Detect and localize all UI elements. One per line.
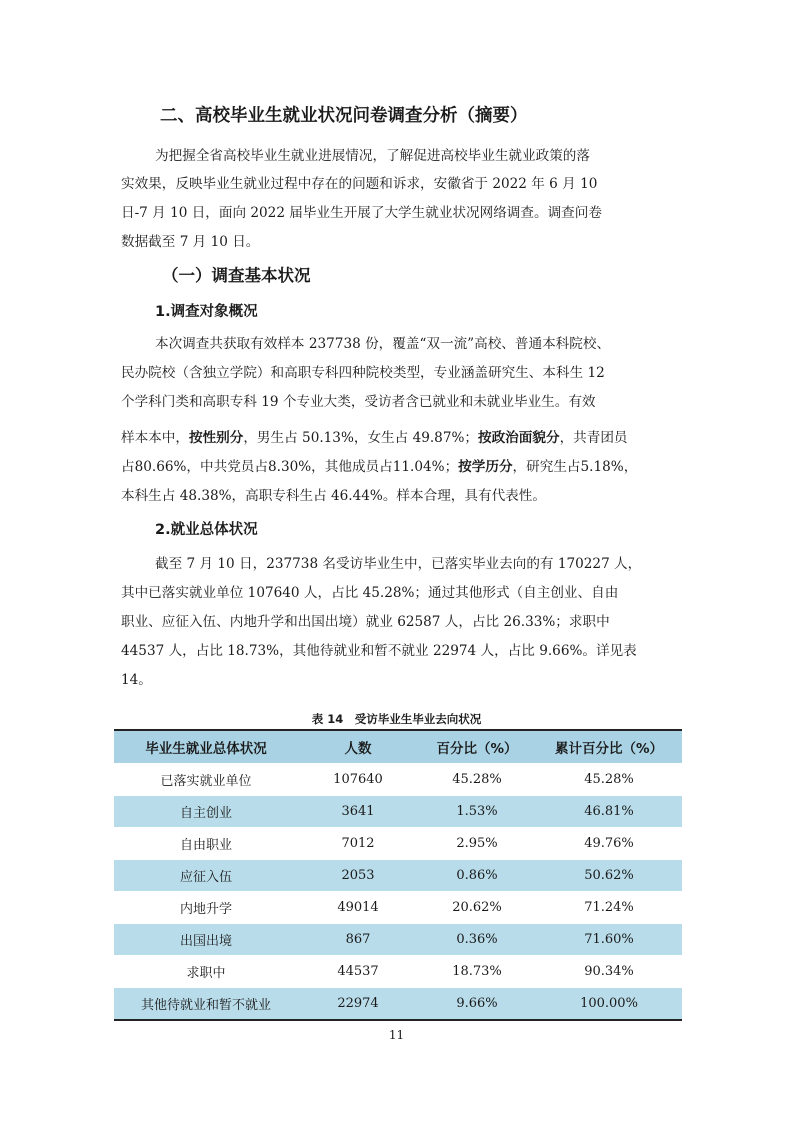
sub2-line-3: 职业、应征入伍、内地升学和出国出境）就业 62587 人，占比 26.33%；求职中 [121, 614, 610, 630]
cell-percent: 1.53% [418, 796, 536, 828]
sub1-line-1: 本次调查共获取有效样本 237738 份，覆盖“双一流”高校、普通本科院校、 [155, 336, 611, 352]
cell-cumulative: 50.62% [536, 860, 682, 892]
cell-percent: 2.95% [418, 828, 536, 860]
cell-count: 49014 [298, 892, 418, 924]
cell-percent: 0.86% [418, 860, 536, 892]
table-row [114, 764, 682, 796]
table-header-row [114, 730, 682, 764]
cell-percent: 45.28% [418, 764, 536, 796]
intro-line-4: 数据截至 7 月 10 日。 [121, 234, 260, 250]
main-heading: 二、高校毕业生就业状况问卷调查分析（摘要） [160, 106, 528, 126]
cell-count: 3641 [298, 796, 418, 828]
table-row [114, 828, 682, 860]
subsection-heading-2: 2.就业总体状况 [155, 522, 258, 538]
intro-line-2: 实效果，反映毕业生就业过程中存在的问题和诉求，安徽省于 2022 年 6 月 10 [121, 176, 598, 192]
header-cumulative: 累计百分比（%） [536, 730, 682, 764]
sub1-line-5 [121, 453, 637, 481]
sub1-line-5-c: ，研究生占5.18%， [512, 459, 638, 475]
subsection-heading-1: 1.调查对象概况 [155, 304, 258, 320]
section-heading: （一）调查基本状况 [162, 266, 311, 285]
education-label: 按学历分 [458, 459, 513, 475]
table-row [114, 796, 682, 828]
sub2-line-2: 其中已落实就业单位 107640 人，占比 45.28%；通过其他形式（自主创业、自由 [121, 585, 619, 601]
cell-status: 内地升学 [114, 892, 298, 924]
cell-cumulative: 71.60% [536, 924, 682, 956]
destination-table [114, 729, 682, 1021]
table-caption: 表 14 受访毕业生毕业去向状况 [311, 712, 482, 726]
table-row [114, 860, 682, 892]
cell-percent: 20.62% [418, 892, 536, 924]
table-row [114, 988, 682, 1021]
table-row [114, 956, 682, 988]
cell-percent: 9.66% [418, 988, 536, 1021]
intro-line-3: 日-7 月 10 日，面向 2022 届毕业生开展了大学生就业状况网络调查。调查问卷 [121, 205, 602, 221]
cell-cumulative: 71.24% [536, 892, 682, 924]
cell-cumulative: 90.34% [536, 956, 682, 988]
cell-count: 44537 [298, 956, 418, 988]
cell-count: 107640 [298, 764, 418, 796]
sub1-line-4-c: ，男生占 50.13%，女生占 49.87%； [243, 430, 478, 446]
header-percent: 百分比（%） [418, 730, 536, 764]
page-number: 11 [388, 1028, 405, 1042]
sub1-line-4-a: 样本本中， [121, 430, 189, 446]
cell-status: 求职中 [114, 956, 298, 988]
cell-count: 7012 [298, 828, 418, 860]
political-label: 按政治面貌分 [478, 430, 560, 446]
sub2-line-1: 截至 7 月 10 日，237738 名受访毕业生中，已落实毕业去向的有 170227 人， [155, 556, 642, 572]
cell-status: 自由职业 [114, 828, 298, 860]
cell-cumulative: 46.81% [536, 796, 682, 828]
cell-status: 出国出境 [114, 924, 298, 956]
cell-cumulative: 49.76% [536, 828, 682, 860]
sub1-line-6: 本科生占 48.38%，高职专科生占 46.44%。样本合理，具有代表性。 [121, 488, 546, 504]
sub2-line-5: 14。 [121, 672, 152, 688]
intro-line-1: 为把握全省高校毕业生就业进展情况，了解促进高校毕业生就业政策的落 [155, 148, 590, 164]
sub1-line-4-d: ，共青团员 [559, 430, 628, 446]
cell-status: 自主创业 [114, 796, 298, 828]
cell-cumulative: 45.28% [536, 764, 682, 796]
gender-label: 按性别分 [188, 430, 244, 446]
sub1-line-3: 个学科门类和高职专科 19 个专业大类，受访者含已就业和未就业毕业生。有效 [121, 394, 596, 410]
cell-percent: 18.73% [418, 956, 536, 988]
sub1-line-2: 民办院校（含独立学院）和高职专科四种院校类型，专业涵盖研究生、本科生 12 [121, 365, 605, 381]
cell-count: 22974 [298, 988, 418, 1021]
sub2-line-4: 44537 人，占比 18.73%，其他待就业和暂不就业 22974 人，占比 9.66%。详见表 [121, 643, 637, 659]
cell-count: 867 [298, 924, 418, 956]
cell-count: 2053 [298, 860, 418, 892]
table-row [114, 892, 682, 924]
cell-cumulative: 100.00% [536, 988, 682, 1021]
sub1-line-4 [121, 424, 628, 452]
sub1-line-5-a: 占80.66%，中共党员占8.30%，其他成员占11.04%； [121, 459, 459, 475]
cell-percent: 0.36% [418, 924, 536, 956]
cell-status: 已落实就业单位 [114, 764, 298, 796]
cell-status: 其他待就业和暂不就业 [114, 988, 298, 1021]
cell-status: 应征入伍 [114, 860, 298, 892]
header-status: 毕业生就业总体状况 [114, 730, 298, 764]
table-row [114, 924, 682, 956]
header-count: 人数 [298, 730, 418, 764]
